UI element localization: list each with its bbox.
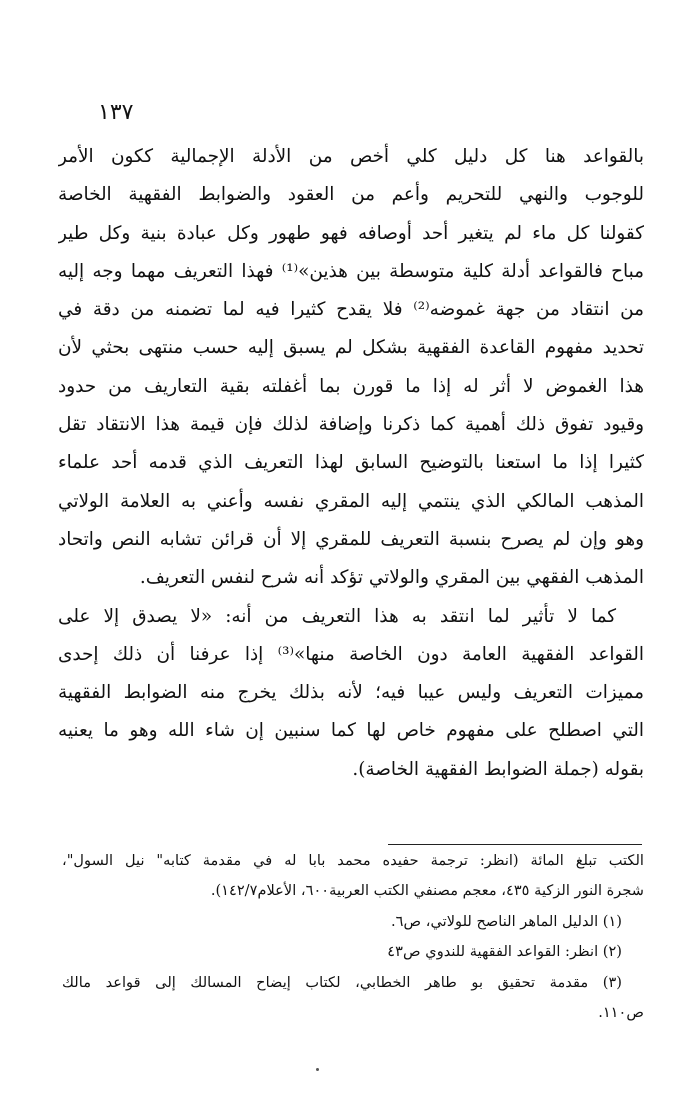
text-line: وقيود تفوق ذلك أهمية كما ذكرنا وإضافة لذلك فإن قيمة هذا الانتقاد تقل: [58, 414, 644, 436]
main-text: [58, 138, 644, 789]
footnote-line: شجرة النور الزكية ٤٣٥، معجم مصنفي الكتب العربية٦٠٠، الأعلام١٤٢/٧).: [210, 882, 644, 900]
page-mark: [316, 1068, 319, 1071]
text-line: هذا الغموض لا أثر له إذا ما قورن بما أغفلته بقية التعاريف من حدود: [58, 375, 644, 397]
page-number: ١٣٧: [98, 100, 134, 125]
text-line: بالقواعد هنا كل دليل كلي أخص من الأدلة الإجمالية ككون الأمر: [58, 146, 644, 167]
text-line: من انتقاد من جهة غموضه⁽²⁾ فلا يقدح كثيرا فيه لما تضمنه من دقة في: [58, 299, 644, 321]
text-line: المذهب الفقهي بين المقري والولاتي تؤكد أنه شرح لنفس التعريف.: [139, 567, 644, 589]
footnote-line: الكتب تبلغ المائة (انظر: ترجمة حفيده محمد بابا له في مقدمة كتابه" نيل السول"،: [62, 852, 644, 869]
text-line: مباح فالقواعد أدلة كلية متوسطة بين هذين»⁽¹⁾ فهذا التعريف مهما وجه إليه: [58, 260, 644, 282]
text-line: مميزات التعريف وليس عيبا فيه؛ لأنه بذلك يخرج منه الضوابط الفقهية: [58, 682, 644, 704]
footnotes: [62, 846, 644, 1028]
text-line: المذهب المالكي الذي ينتمي إليه المقري نفسه وأعني به العلامة الولاتي: [58, 490, 644, 512]
footnote-separator: [388, 844, 642, 845]
text-line: للوجوب والنهي للتحريم وأعم من العقود والضوابط الفقهية الخاصة: [58, 184, 644, 206]
text-line: كقولنا كل ماء لم يتغير أحد أوصافه فهو طهور وكل عبادة بنية وكل طير: [58, 222, 644, 244]
footnote-line: (٢) انظر: القواعد الفقهية للندوي ص٤٣: [387, 943, 622, 961]
text-line: كما لا تأثير لما انتقد به هذا التعريف من أنه: «لا يصدق إلا على: [58, 605, 616, 627]
footnote-line: (٣) مقدمة تحقيق بو طاهر الخطابي، لكتاب إيضاح المسالك إلى قواعد مالك: [62, 973, 622, 991]
footnote-line: (١) الدليل الماهر الناصح للولاتي، ص٦.: [391, 912, 622, 930]
text-line: بقوله (جملة الضوابط الفقهية الخاصة).: [352, 758, 644, 780]
text-line: التي اصطلح على مفهوم خاص لها كما سنبين إن شاء الله وهو ما يعنيه: [58, 720, 644, 742]
text-line: القواعد الفقهية العامة دون الخاصة منها»⁽³⁾ إذا عرفنا أن ذلك إحدى: [58, 643, 644, 665]
text-line: كثيرا إذا ما استعنا بالتوضيح السابق لهذا التعريف الذي قدمه أحد علماء: [58, 452, 644, 474]
text-line: تحديد مفهوم القاعدة الفقهية بشكل لم يسبق إليه حسب منتهى بحثي لأن: [58, 337, 644, 359]
text-line: وهو وإن لم يصرح بنسبة التعريف للمقري إلا أن قرائن تشابه النص واتحاد: [58, 528, 644, 550]
footnote-line: ص١١٠.: [598, 1003, 644, 1021]
